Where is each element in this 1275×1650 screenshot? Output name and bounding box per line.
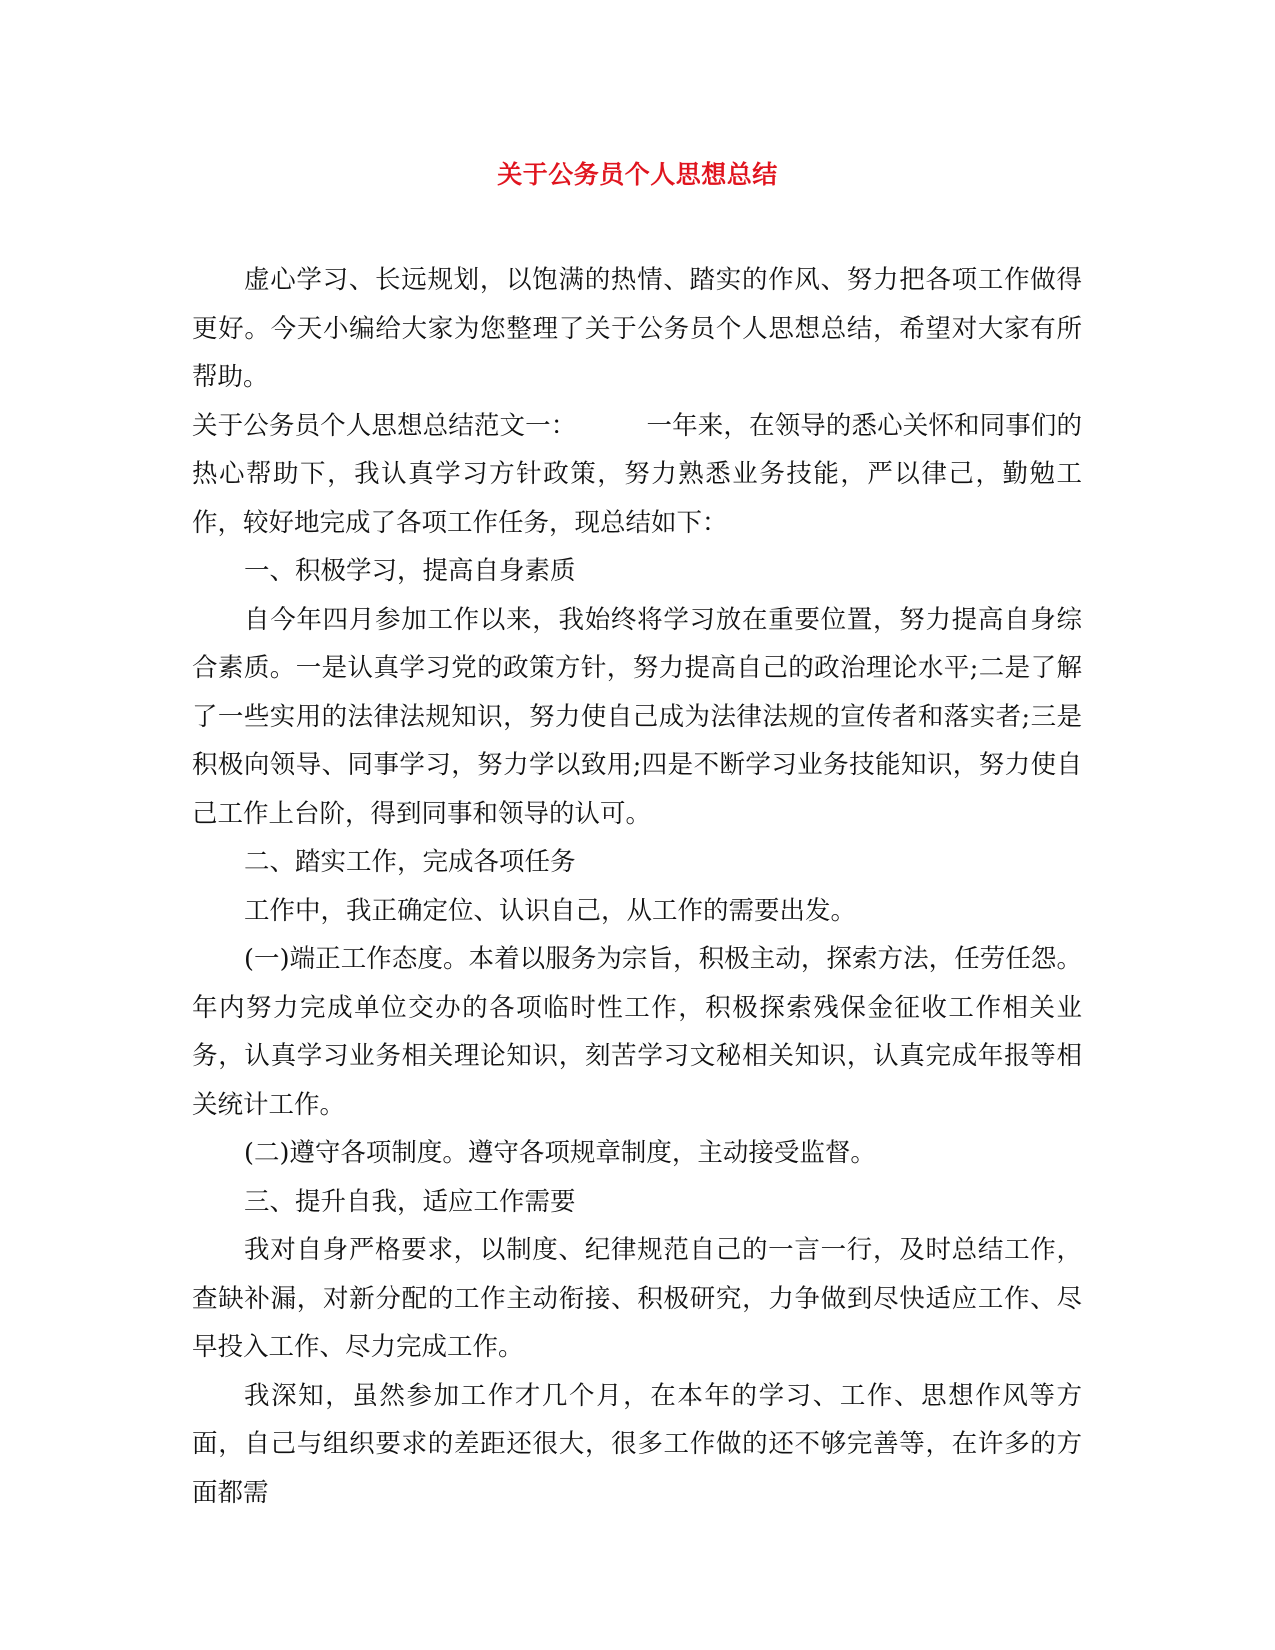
intro-paragraph: 虚心学习、长远规划，以饱满的热情、踏实的作风、努力把各项工作做得更好。今天小编给大家为您整理了关于公务员个人思想总结，希望对大家有所帮助。	[192, 265, 1082, 392]
section2-heading: 二、踏实工作，完成各项任务	[244, 847, 576, 877]
sample-paragraph	[192, 402, 1082, 548]
document-title: 关于公务员个人思想总结	[497, 160, 778, 189]
closing-paragraph: 我深知，虽然参加工作才几个月，在本年的学习、工作、思想作风等方面，自己与组织要求的差距还很大，很多工作做的还不够完善等，在许多的方面都需	[192, 1380, 1082, 1508]
sample-label: 关于公务员个人思想总结范文一：	[192, 410, 577, 441]
section1-heading: 一、积极学习，提高自身素质	[244, 556, 576, 586]
sample-opening: 一年来，在领导的悉心关怀和同事们的热心帮助下，我认真学习方针政策，努力熟悉业务技能，严以律己，勤勉工作，较好地完成了各项工作任务，现总结如下：	[192, 410, 1082, 538]
document-body	[192, 256, 1082, 1517]
section2-item2: (二)遵守各项制度。遵守各项规章制度，主动接受监督。	[244, 1138, 876, 1168]
section2-item1: (一)端正工作态度。本着以服务为宗旨，积极主动，探索方法，任劳任怨。年内努力完成单位交办的各项临时性工作，积极探索残保金征收工作相关业务，认真学习业务相关理论知识，刻苦学习文秘相关知识，认真完成年报等相关统计工作。	[192, 944, 1082, 1120]
section2-intro: 工作中，我正确定位、认识自己，从工作的需要出发。	[244, 895, 857, 926]
section3-body: 我对自身严格要求，以制度、纪律规范自己的一言一行，及时总结工作，查缺补漏，对新分配的工作主动衔接、积极研究，力争做到尽快适应工作、尽早投入工作、尽力完成工作。	[192, 1235, 1082, 1362]
section1-body: 自今年四月参加工作以来，我始终将学习放在重要位置，努力提高自身综合素质。一是认真学习党的政策方针，努力提高自己的政治理论水平;二是了解了一些实用的法律法规知识，努力使自己成为法律法规的宣传者和落实者;三是积极向领导、同事学习，努力学以致用;四是不断学习业务技能知识，努力使自己工作上台阶，得到同事和领导的认可。	[192, 604, 1082, 829]
section3-heading: 三、提升自我，适应工作需要	[244, 1186, 576, 1217]
